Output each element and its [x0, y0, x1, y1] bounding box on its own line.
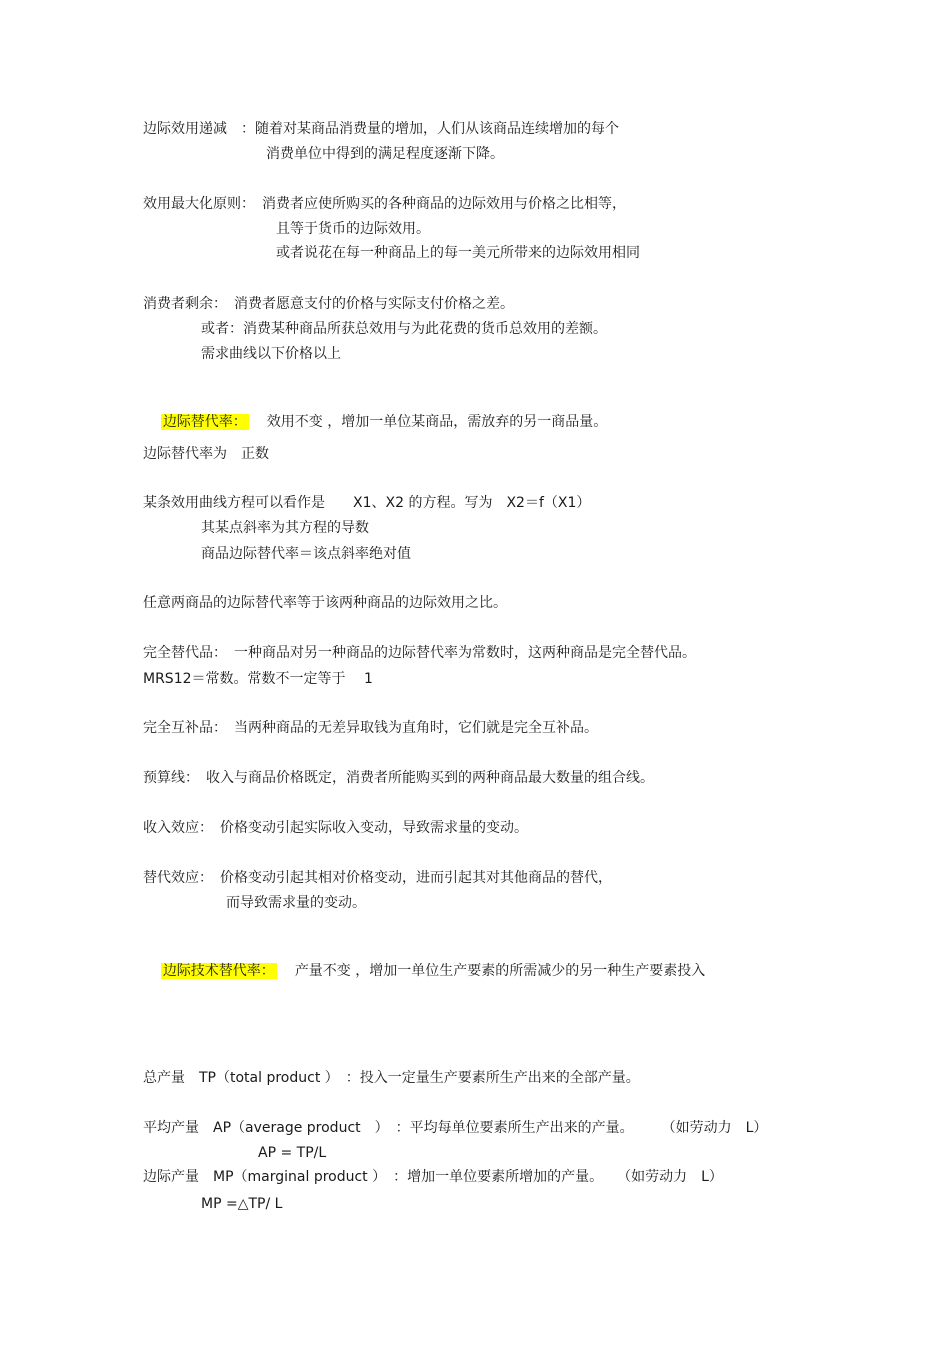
text-line: 某条效用曲线方程可以看作是 X1、X2 的方程。写为 X2＝f（X1） [143, 495, 591, 511]
text-line: 效用最大化原则： 消费者应使所购买的各种商品的边际效用与价格之比相等， [143, 196, 626, 212]
text-line: 消费者剩余： 消费者愿意支付的价格与实际支付价格之差。 [143, 296, 514, 312]
text-line: 需求曲线以下价格以上 [201, 346, 341, 362]
text-line: 预算线： 收入与商品价格既定，消费者所能购买到的两种商品最大数量的组合线。 [143, 770, 654, 786]
text-line: 替代效应： 价格变动引起其相对价格变动，进而引起其对其他商品的替代， [143, 870, 612, 886]
text-line: 收入效应： 价格变动引起实际收入变动，导致需求量的变动。 [143, 820, 528, 836]
text-line [143, 395, 608, 430]
text-line: 总产量 TP（total product ） ：投入一定量生产要素所生产出来的全部产量。 [143, 1070, 640, 1086]
text-line: 或者说花在每一种商品上的每一美元所带来的边际效用相同 [276, 245, 640, 261]
definition: 效用不变 ，增加一单位某商品，需放弃的另一商品量。 [266, 414, 608, 430]
text-line: 且等于货币的边际效用。 [276, 221, 430, 237]
definition: 产量不变 ，增加一单位生产要素的所需减少的另一种生产要素投入 [294, 963, 706, 979]
text-line: 完全替代品： 一种商品对另一种商品的边际替代率为常数时，这两种商品是完全替代品。 [143, 645, 696, 661]
highlighted-term: 边际替代率： [162, 414, 247, 430]
text-line: 或者：消费某种商品所获总效用与为此花费的货币总效用的差额。 [201, 321, 607, 337]
text-line: 完全互补品： 当两种商品的无差异取钱为直角时，它们就是完全互补品。 [143, 720, 598, 736]
text-line: AP = TP/L [258, 1145, 327, 1161]
text-line: MRS12＝常数。常数不一定等于 1 [143, 671, 373, 687]
text-line [143, 944, 706, 979]
text-line: 平均产量 AP（average product ） ：平均每单位要素所生产出来的产量。 （如劳动力 L） [143, 1120, 768, 1136]
text-line: 边际替代率为 正数 [143, 446, 269, 462]
text-line: 其某点斜率为其方程的导数 [201, 520, 369, 536]
text-line: 边际产量 MP（marginal product ） ：增加一单位要素所增加的产量。 （如劳动力 L） [143, 1169, 723, 1185]
text-line: 消费单位中得到的满足程度逐渐下降。 [266, 146, 504, 162]
text-line: 而导致需求量的变动。 [226, 895, 366, 911]
text-line: 任意两商品的边际替代率等于该两种商品的边际效用之比。 [143, 595, 507, 611]
text-line: MP =△TP/ L [201, 1196, 283, 1212]
text-line: 边际效用递减 ：随着对某商品消费量的增加，人们从该商品连续增加的每个 [143, 121, 619, 137]
highlighted-term: 边际技术替代率： [162, 963, 275, 979]
text-line: 商品边际替代率＝该点斜率绝对值 [201, 546, 411, 562]
